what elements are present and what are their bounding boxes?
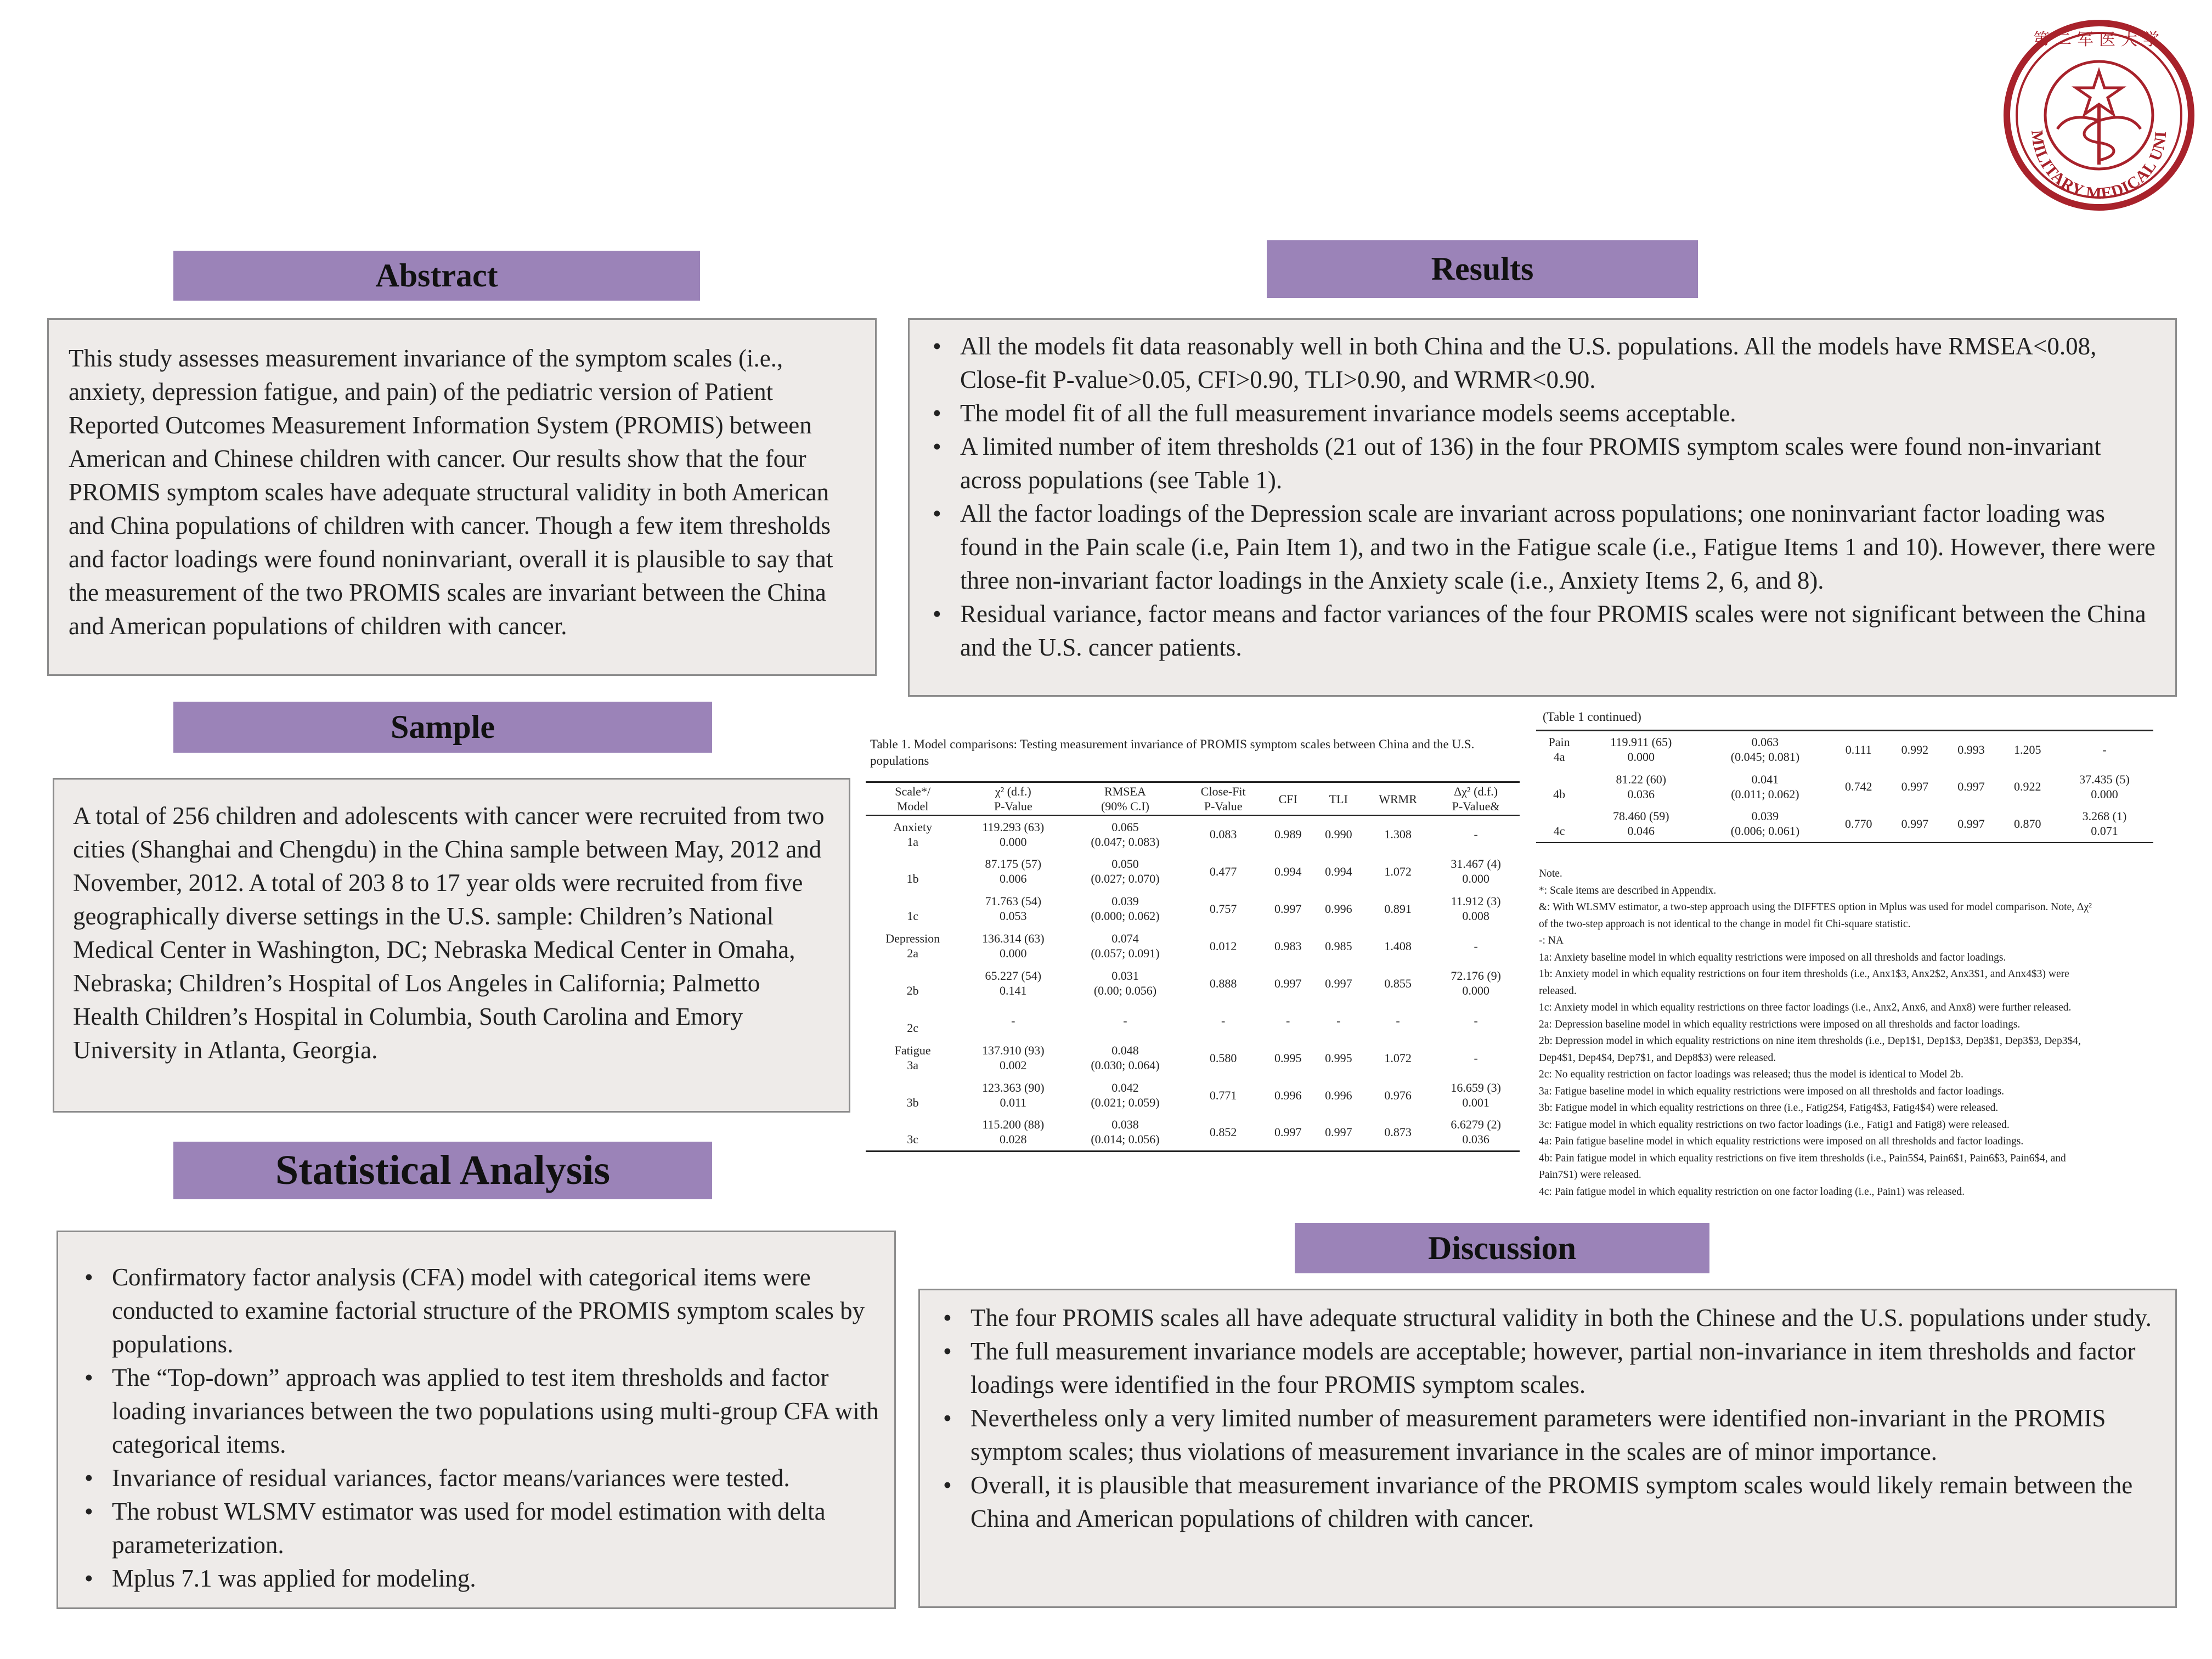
table-cell: 0.997	[1957, 780, 1985, 793]
table-cell: 0.989	[1274, 827, 1302, 841]
list-item: • All the factor loadings of the Depression scale are invariant across populations; one noninvariant factor loading was found in the Pain scale (i.e, Pain Item 1), and two in the Fatigue scale (i.e., Fatigue Items 1 and 10). However, there were three non-invariant factor loadings in the Anxiety scale (i.e., Anxiety Items 2, 6, and 8).	[921, 497, 2164, 597]
list-item: • The “Top-down” approach was applied to test item thresholds and factor loading invariances between the two populations using multi-group CFA with categorical items.	[72, 1361, 883, 1462]
discussion-box	[918, 1289, 2177, 1608]
table-cell: -	[1011, 1013, 1015, 1028]
table-cell: 0.012	[1209, 939, 1237, 953]
table1-continued-caption: (Table 1 continued)	[1543, 710, 1641, 724]
table-header: RMSEA (90% C.I)	[1101, 785, 1149, 813]
table-cell: 0.997	[1901, 780, 1929, 793]
table-cell: 16.659 (3) 0.001	[1451, 1081, 1501, 1109]
note-line: 2a: Depression baseline model in which equality restrictions were imposed on all thresholds and factor loadings.	[1539, 1018, 2021, 1030]
list-item: • Overall, it is plausible that measurement invariance of the PROMIS symptom scales would likely remain between the China and American populations of children with cancer.	[931, 1469, 2164, 1536]
seal-graphic	[1997, 11, 2201, 219]
table-cell: 1.308	[1384, 827, 1412, 841]
table-header: TLI	[1329, 792, 1348, 806]
table-cell: -	[1474, 827, 1478, 841]
table-cell: 11.912 (3) 0.008	[1451, 894, 1501, 923]
table-cell: 136.314 (63) 0.000	[981, 932, 1045, 960]
table-cell: 0.994	[1325, 864, 1352, 878]
table-cell: 1b	[906, 872, 919, 885]
table-cell: 0.742	[1844, 780, 1872, 793]
sample-box	[53, 778, 850, 1113]
table-cell: 0.995	[1274, 1051, 1302, 1065]
table-cell: 1.072	[1384, 1051, 1412, 1065]
list-item: • Nevertheless only a very limited number of measurement parameters were identified non-invariant in the PROMIS symptom scales; thus violations of measurement invariance in the scales are of minor importance.	[931, 1402, 2164, 1469]
table-cell: 31.467 (4) 0.000	[1451, 857, 1501, 885]
list-item: • The robust WLSMV estimator was used for model estimation with delta parameterization.	[72, 1495, 883, 1562]
table1-header-row	[866, 782, 1520, 816]
table-cell: 0.770	[1844, 816, 1872, 831]
sample-text: A total of 256 children and adolescents with cancer were recruited from two cities (Shanghai and Chengdu) in the China sample between May, 2012 and November, 2012. A total of 203 8 to 17 year olds were recruited from five geographically diverse settings in the U.S. sample: Children’s National Medical Center in Washington, DC; Nebraska Medical Center in Omaha, Nebraska; Children’s Hospital of Los Angeles in California; Palmetto Health Children’s Hospital in Columbia, South Carolina and Emory University in Atlanta, Georgia.	[73, 802, 825, 1064]
table-cell: 0.031 (0.00; 0.056)	[1093, 969, 1157, 997]
note-line: -: NA	[1539, 935, 1564, 946]
list-item: • Residual variance, factor means and factor variances of the four PROMIS scales were not significant between the China and the U.S. cancer patients.	[921, 597, 2164, 664]
table-cell: 4b	[1553, 787, 1566, 801]
table-cell: 0.050 (0.027; 0.070)	[1091, 857, 1160, 885]
table-cell: 0.083	[1209, 827, 1237, 841]
table-cell: -	[1474, 939, 1478, 953]
note-line: 4b: Pain fatigue model in which equality restrictions on five item thresholds (i.e., Pain5$4, Pain6$1, Pain6$3, Pain6$4, and	[1539, 1152, 2066, 1164]
table-header: χ² (d.f.) P-Value	[994, 785, 1032, 813]
list-item: • All the models fit data reasonably well in both China and the U.S. populations. All the models have RMSEA<0.08, Close-fit P-value>0.05, CFI>0.90, TLI>0.90, and WRMR<0.90.	[921, 330, 2164, 397]
note-line: Dep4$1, Dep4$4, Dep7$1, and Dep8$3) were released.	[1539, 1052, 1776, 1064]
table-cell: 123.363 (90) 0.011	[981, 1081, 1045, 1109]
table-cell: 115.200 (88) 0.028	[982, 1118, 1045, 1147]
table-cell: 37.435 (5) 0.000	[2079, 772, 2130, 801]
list-item: • The full measurement invariance models are acceptable; however, partial non-invariance in item thresholds and factor loadings were identified in the four PROMIS symptom scales.	[931, 1335, 2164, 1402]
table-cell: 0.041 (0.011; 0.062)	[1731, 772, 1799, 801]
table-cell: 137.910 (93) 0.002	[981, 1043, 1045, 1072]
table-cell: 1.072	[1384, 864, 1412, 878]
note-line: released.	[1539, 985, 1577, 997]
sample-header	[173, 702, 712, 753]
table-cell: 0.074 (0.057; 0.091)	[1091, 932, 1160, 960]
table-cell: 72.176 (9) 0.000	[1451, 969, 1501, 997]
table-row	[1536, 768, 2153, 805]
table-cell: -	[1221, 1013, 1226, 1028]
table-cell: 0.038 (0.014; 0.056)	[1091, 1118, 1160, 1147]
table-cell: 0.997	[1274, 901, 1302, 916]
table-cell: Pain 4a	[1548, 735, 1570, 764]
table-cell: 0.995	[1325, 1051, 1352, 1065]
table-cell: 0.039 (0.000; 0.062)	[1091, 894, 1160, 923]
list-item: • Invariance of residual variances, factor means/variances were tested.	[72, 1462, 883, 1495]
table-cell: 0.997	[1957, 816, 1985, 831]
table-cell: 3b	[906, 1096, 919, 1109]
table-cell: 0.976	[1384, 1088, 1412, 1102]
list-item: • The four PROMIS scales all have adequate structural validity in both the Chinese and the U.S. populations under study.	[931, 1301, 2164, 1335]
note-line: 1c: Anxiety model in which equality restrictions on three factor loadings (i.e., Anx2, Anx6, and Anx8) were further released.	[1539, 1002, 2072, 1013]
table-cell: 78.460 (59) 0.046	[1612, 809, 1669, 838]
table-cell: 0.065 (0.047; 0.083)	[1091, 820, 1160, 849]
table-cell: -	[1336, 1013, 1341, 1028]
table-cell: 0.996	[1325, 901, 1352, 916]
table-row	[866, 815, 1520, 853]
table-cell: 0.993	[1957, 742, 1985, 757]
table-cell: 0.063 (0.045; 0.081)	[1730, 735, 1800, 764]
table-cell: 0.888	[1209, 976, 1237, 990]
table-cell: 0.048 (0.030; 0.064)	[1091, 1043, 1160, 1072]
university-seal-logo	[1997, 11, 2201, 219]
table-cell: 0.997	[1274, 1125, 1302, 1139]
table-cell: 0.855	[1384, 976, 1412, 990]
table-cell: 2b	[906, 984, 919, 997]
table-row	[1536, 805, 2153, 843]
table-cell: 6.6279 (2) 0.036	[1451, 1118, 1501, 1147]
table-header: Close-Fit P-Value	[1200, 785, 1246, 813]
stats-bullets	[72, 1261, 883, 1595]
stats-title: Statistical Analysis	[275, 1147, 611, 1193]
note-line: 1a: Anxiety baseline model in which equality restrictions were imposed on all thresholds and factor loadings.	[1539, 951, 2006, 963]
table-row	[866, 890, 1520, 927]
table-cell: 1.408	[1384, 939, 1412, 953]
table-cell: 0.997	[1325, 976, 1352, 990]
table-cell: 0.870	[2013, 816, 2041, 831]
table-row	[1536, 731, 2153, 768]
table-cell: 0.580	[1209, 1051, 1237, 1065]
table-cell: 0.477	[1209, 864, 1237, 878]
list-item: • A limited number of item thresholds (21 out of 136) in the four PROMIS symptom scales were found non-invariant across populations (see Table 1).	[921, 430, 2164, 497]
abstract-title: Abstract	[375, 257, 498, 294]
table-row	[866, 1076, 1520, 1114]
note-line: 3b: Fatigue model in which equality restrictions on three (i.e., Fatig2$4, Fatig4$3, Fatig4$4) were released.	[1539, 1102, 1999, 1114]
abstract-box	[47, 318, 877, 676]
note-line: *: Scale items are described in Appendix.	[1539, 884, 1717, 896]
table-cell: 0.997	[1325, 1125, 1352, 1139]
table1-caption: Table 1. Model comparisons: Testing measurement invariance of PROMIS symptom scales between China and the U.S. populations	[870, 737, 1475, 768]
discussion-title: Discussion	[1427, 1229, 1577, 1266]
table-cell: 0.985	[1325, 939, 1352, 953]
table-row	[866, 1002, 1520, 1039]
results-box	[908, 318, 2177, 697]
table-row	[866, 853, 1520, 890]
note-line: &: With WLSMV estimator, a two-step approach using the DIFFTES option in Mplus was used for model comparison. Note, Δχ²	[1539, 901, 2092, 913]
table-cell: 0.852	[1209, 1125, 1237, 1139]
table-cell: 1.205	[2013, 742, 2041, 757]
table1-continued	[1536, 730, 2153, 843]
table-cell: 0.771	[1209, 1088, 1237, 1102]
table-cell: 87.175 (57) 0.006	[985, 857, 1042, 885]
table-cell: 0.992	[1901, 742, 1929, 757]
note-line: 4c: Pain fatigue model in which equality restriction on one factor loading (i.e., Pain1) was released.	[1539, 1186, 1965, 1198]
table-cell: 0.990	[1325, 827, 1352, 841]
abstract-header	[173, 251, 700, 301]
results-title: Results	[1431, 251, 1534, 287]
note-line: of the two-step approach is not identical to the change in model fit Chi-square statistic.	[1539, 918, 1911, 930]
note-line: 2c: No equality restriction on factor loadings was released; thus the model is identical to Model 2b.	[1539, 1069, 1963, 1080]
table-cell: 0.996	[1325, 1088, 1352, 1102]
stats-box	[57, 1231, 896, 1609]
table-cell: -	[1474, 1051, 1478, 1065]
table-cell: 2c	[907, 1021, 919, 1035]
table-cell: 0.996	[1274, 1088, 1302, 1102]
list-item: • Confirmatory factor analysis (CFA) model with categorical items were conducted to examine factorial structure of the PROMIS symptom scales by populations.	[72, 1261, 883, 1361]
table-cell: -	[1123, 1013, 1127, 1028]
table1	[866, 781, 1520, 1152]
table-cell: 0.997	[1274, 976, 1302, 990]
table-row	[866, 964, 1520, 1002]
abstract-text: This study assesses measurement invariance of the symptom scales (i.e., anxiety, depression fatigue, and pain) of the pediatric version of Patient Reported Outcomes Measurement Information System (PROMIS) between American and Chinese children with cancer. Our results show that the four PROMIS symptom scales have adequate structural validity in both American and China populations of children with cancer. Though a few item thresholds and factor loadings were found noninvariant, overall it is plausible to say that the measurement of the two PROMIS scales are invariant between the China and American populations of children with cancer.	[69, 345, 833, 640]
table-cell: 0.039 (0.006; 0.061)	[1730, 809, 1800, 838]
note-line: 4a: Pain fatigue baseline model in which equality restrictions were imposed on all thresholds and factor loadings.	[1539, 1136, 2024, 1147]
table-cell: 0.757	[1209, 901, 1237, 916]
table-cell: -	[2102, 742, 2107, 757]
stats-header	[173, 1142, 712, 1199]
table-cell: 65.227 (54) 0.141	[985, 969, 1042, 997]
seal-arc-text: MILITARY MEDICAL UNI	[2028, 129, 2170, 203]
table-cell: 0.111	[1845, 742, 1872, 757]
table-header: Scale*/ Model	[895, 785, 931, 813]
table-cell: 0.042 (0.021; 0.059)	[1091, 1081, 1160, 1109]
results-header	[1267, 240, 1698, 298]
table-cell: -	[1396, 1013, 1400, 1028]
list-item: • Mplus 7.1 was applied for modeling.	[72, 1562, 883, 1595]
table-cell: Fatigue 3a	[894, 1043, 931, 1072]
results-bullets	[921, 330, 2164, 664]
note-line: Pain7$1) were released.	[1539, 1169, 1641, 1181]
table-header: Δχ² (d.f.) P-Value&	[1452, 785, 1500, 813]
table-cell: 0.983	[1274, 939, 1302, 953]
table-cell: -	[1286, 1013, 1290, 1028]
table-cell: Depression 2a	[885, 932, 940, 960]
table-cell: 119.911 (65) 0.000	[1610, 735, 1672, 764]
table-notes	[1539, 866, 2153, 1200]
discussion-header	[1295, 1223, 1709, 1273]
note-line: 1b: Anxiety model in which equality restrictions on four item thresholds (i.e., Anx1$3, Anx2$2, Anx3$1, and Anx4$3) were	[1539, 968, 2069, 980]
table-row	[866, 1039, 1520, 1076]
seal-chinese-text: 第二军医大学	[2033, 30, 2165, 49]
note-line: 3a: Fatigue baseline model in which equality restrictions were imposed on all thresholds and factor loadings.	[1539, 1085, 2005, 1097]
table-cell: 4c	[1553, 824, 1565, 838]
list-item: • The model fit of all the full measurement invariance models seems acceptable.	[921, 397, 2164, 430]
table-cell: 0.891	[1384, 901, 1412, 916]
table-cell: 0.994	[1274, 864, 1302, 878]
table-cell: 0.997	[1901, 816, 1929, 831]
table-cell: -	[1474, 1013, 1478, 1028]
table-cell: 0.922	[2013, 780, 2041, 793]
table-cell: 119.293 (63) 0.000	[982, 820, 1045, 849]
table-row	[866, 1114, 1520, 1151]
note-line: 2b: Depression model in which equality restrictions on nine item thresholds (i.e., Dep1$1, Dep1$3, Dep3$1, Dep3$3, Dep3$4,	[1539, 1035, 2081, 1047]
table-cell: 0.873	[1384, 1125, 1412, 1139]
table-row	[866, 927, 1520, 964]
discussion-bullets	[931, 1301, 2164, 1536]
note-line: Note.	[1539, 868, 1562, 879]
table-cell: Anxiety 1a	[893, 820, 933, 849]
table-cell: 3c	[907, 1132, 919, 1147]
table-header: WRMR	[1379, 792, 1417, 806]
table-cell: 81.22 (60) 0.036	[1616, 772, 1667, 801]
sample-title: Sample	[390, 709, 495, 745]
note-line: 3c: Fatigue model in which equality restrictions on two factor loadings (i.e., Fatig1 and Fatig8) were released.	[1539, 1119, 2010, 1131]
table-cell: 71.763 (54) 0.053	[985, 894, 1042, 923]
table-cell: 1c	[907, 909, 919, 923]
table-cell: 3.268 (1) 0.071	[2082, 809, 2127, 838]
table-header: CFI	[1278, 792, 1297, 806]
